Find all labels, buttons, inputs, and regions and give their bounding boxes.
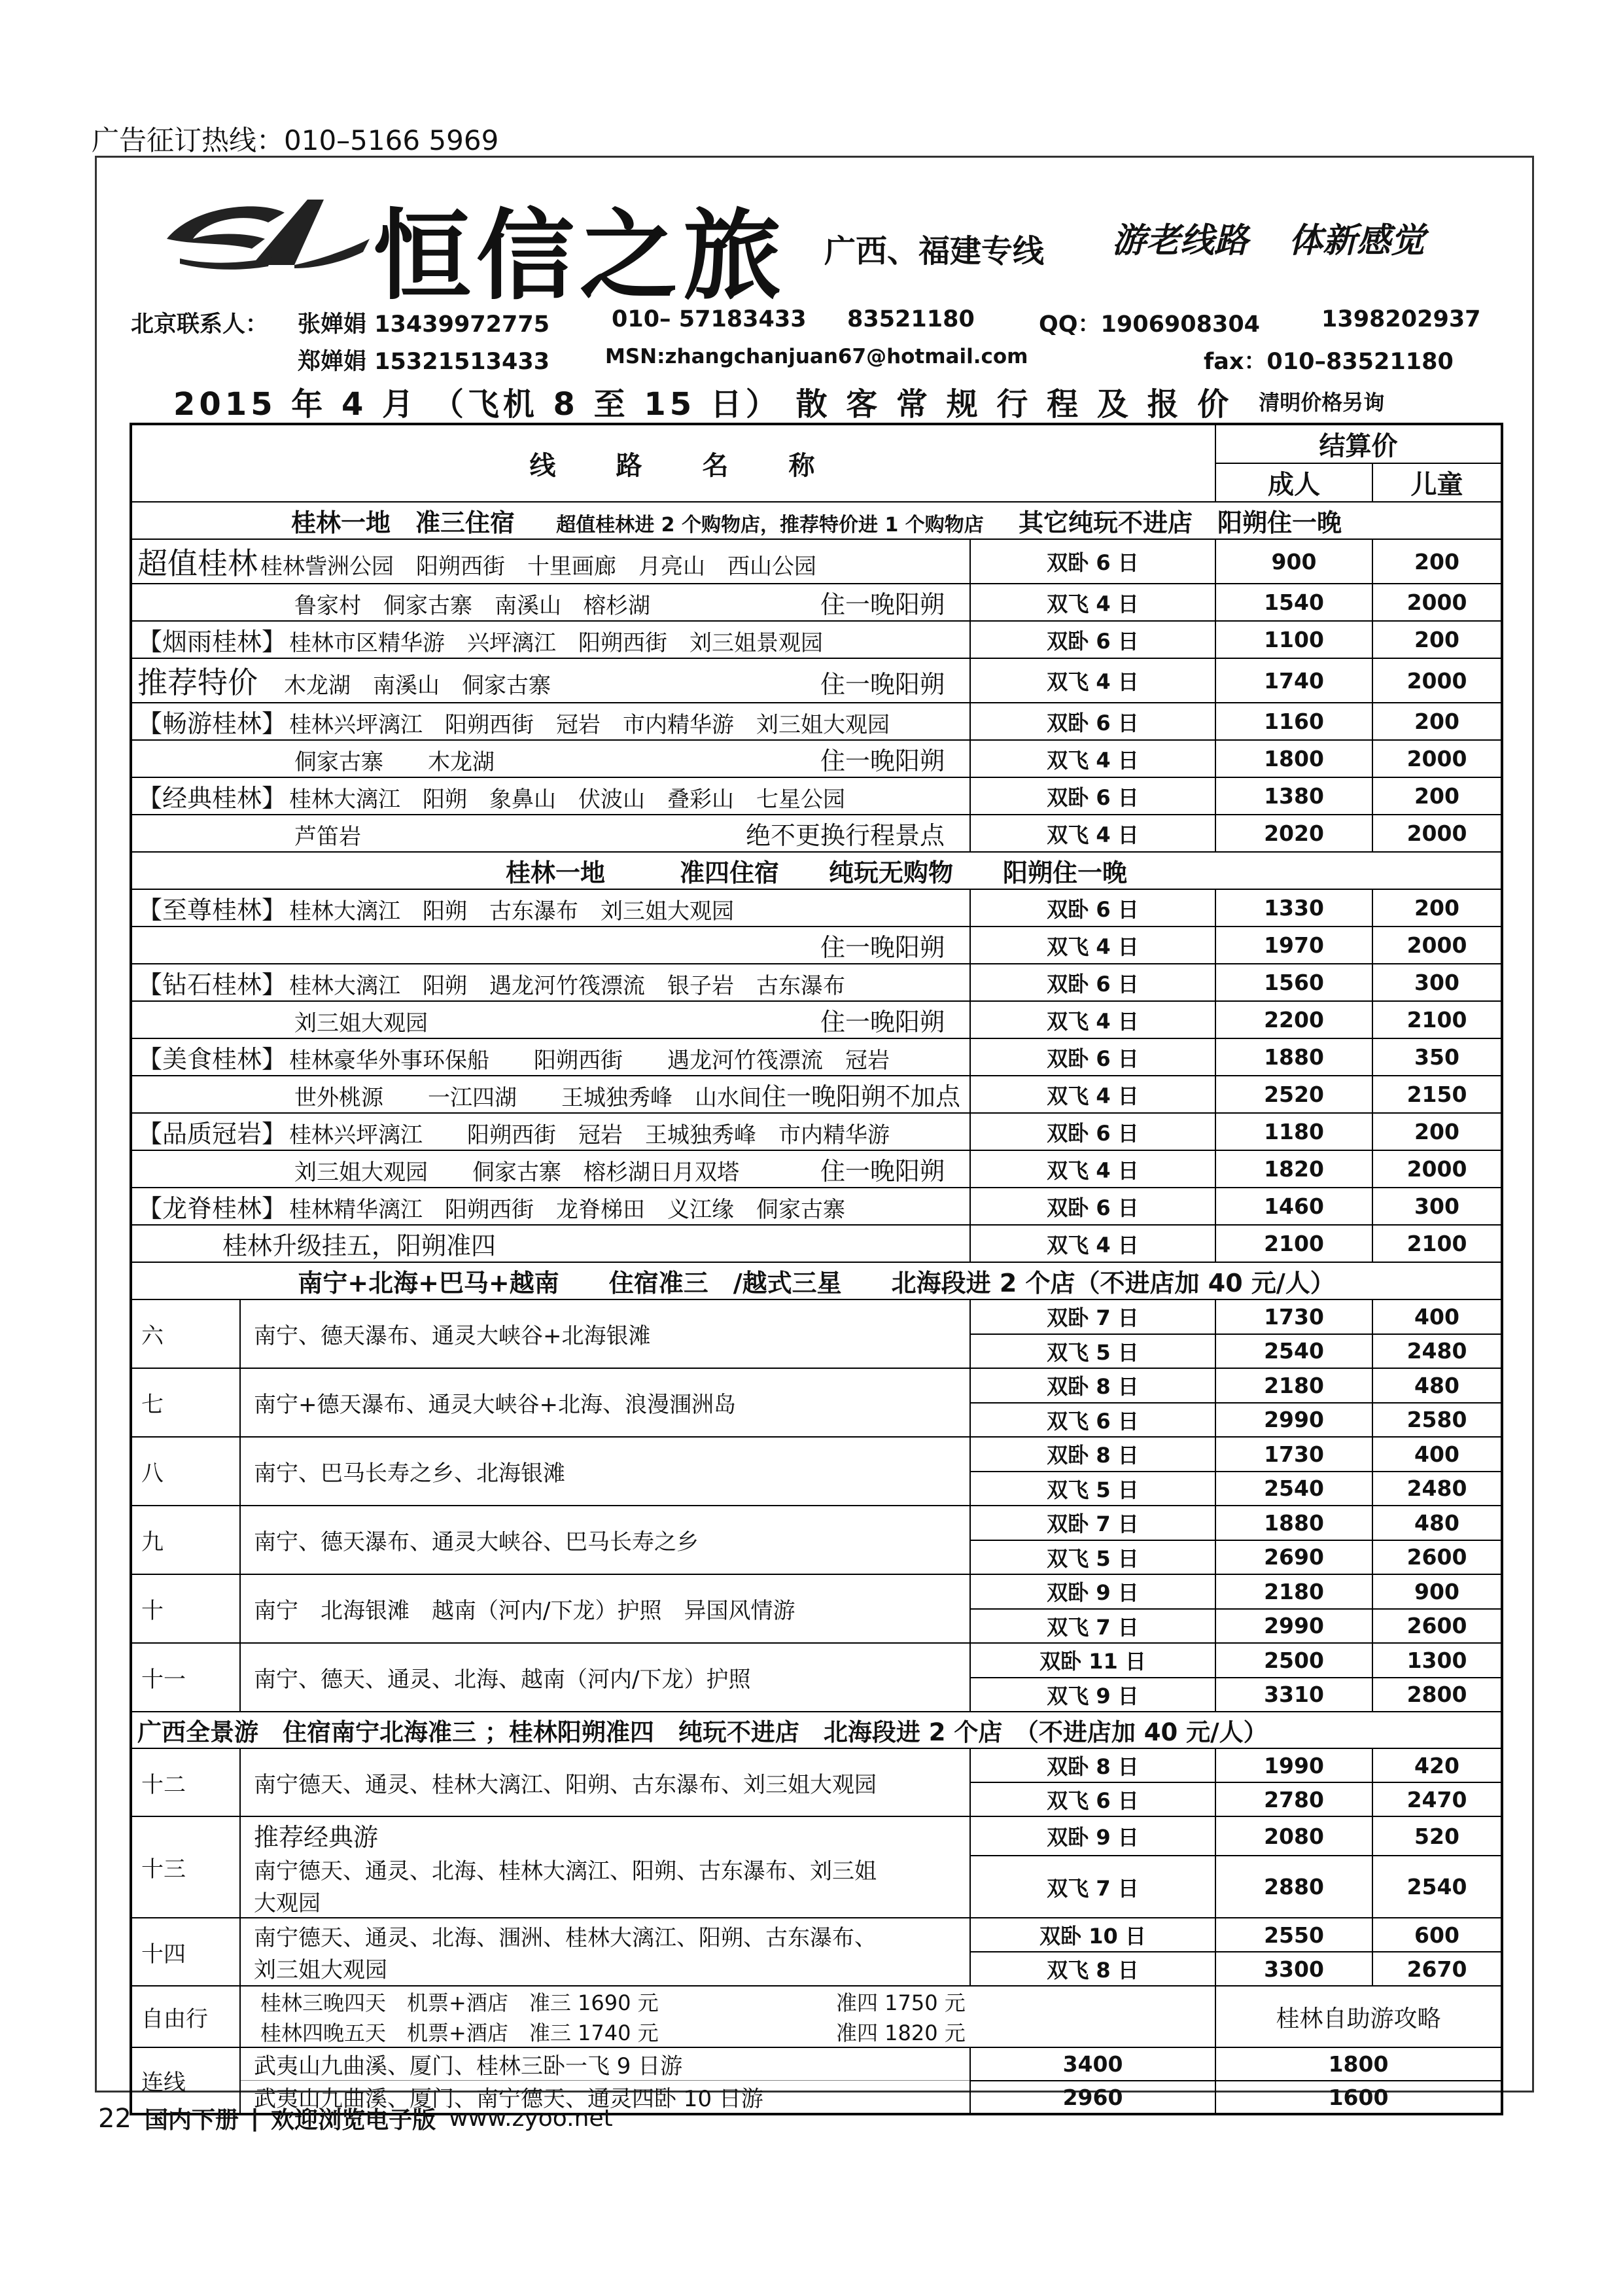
header-route: 线 路 名 称: [131, 424, 1215, 502]
adult-price: 2990: [1215, 1609, 1372, 1644]
trip-type: 双卧 6 日: [970, 889, 1215, 927]
adult-price: 2550: [1215, 1918, 1372, 1952]
route-row-wrap: [132, 1438, 969, 1505]
adult-price: 2100: [1215, 1225, 1372, 1262]
child-price: 400: [1372, 1437, 1502, 1472]
route-desc-box: [241, 1817, 969, 1917]
route-note: 住一晚阳朔: [820, 590, 945, 619]
child-price: 350: [1372, 1038, 1502, 1076]
route-cell-2: [131, 1076, 970, 1113]
route-line: [137, 815, 964, 851]
route-cell-2: [131, 1001, 970, 1038]
free-travel-lines: [241, 1987, 1215, 2047]
route-line: [137, 1076, 964, 1112]
route-cell-2: [131, 740, 970, 777]
child-price: 1300: [1372, 1643, 1502, 1678]
trip-type: 双飞 5 日: [970, 1472, 1215, 1506]
adult-price: 1330: [1215, 889, 1372, 927]
route-number: 十四: [132, 1918, 241, 1985]
route-line: [137, 1188, 964, 1224]
section-guilin-4star: 桂林一地 准四住宿 纯玩无购物 阳朔住一晚: [131, 852, 1502, 889]
route-number: 十: [132, 1575, 241, 1642]
adult-price: 3310: [1215, 1678, 1372, 1712]
connection-adult-price: 3400: [970, 2047, 1215, 2081]
route-note: 住一晚阳朔: [820, 1157, 945, 1186]
route-line: [137, 584, 964, 620]
route-line: [137, 741, 964, 777]
route-desc: 南宁、德天瀑布、通灵大峡谷+北海银滩: [254, 1323, 651, 1349]
route-sights-1: 桂林大漓江 阳朔 象鼻山 伏波山 叠彩山 七星公园: [289, 786, 846, 813]
free-travel-wrap: [132, 1987, 1215, 2047]
route-number-desc: [131, 1748, 970, 1816]
child-price: 300: [1372, 964, 1502, 1001]
route-row-wrap: [132, 1300, 969, 1368]
route-name: 【美食桂林】: [137, 1045, 287, 1074]
trip-type: 双飞 5 日: [970, 1540, 1215, 1575]
route-number-desc: [131, 1437, 970, 1506]
child-price: 200: [1372, 1113, 1502, 1150]
route-desc-1: 南宁德天、通灵、北海、桂林大漓江、阳朔、古东瀑布、刘三姐: [254, 1858, 877, 1884]
header-settle-price: 结算价: [1215, 424, 1502, 463]
route-row-wrap: [132, 1817, 969, 1917]
trip-type: 双卧 10 日: [970, 1918, 1215, 1952]
child-price: 480: [1372, 1368, 1502, 1403]
route-line: [137, 622, 964, 658]
trip-type: 双卧 7 日: [970, 1299, 1215, 1334]
route-sights-1: 桂林大漓江 阳朔 古东瀑布 刘三姐大观园: [289, 898, 735, 925]
route-sights-1: 桂林精华漓江 阳朔西街 龙脊梯田 义江缘 侗家古寨: [289, 1197, 846, 1223]
trip-type: 双飞 8 日: [970, 1952, 1215, 1986]
route-name: 【畅游桂林】: [137, 709, 287, 738]
adult-price: 2540: [1215, 1334, 1372, 1369]
route-number-desc: [131, 1506, 970, 1574]
page-title: 2015 年 4 月 （飞机 8 至 15 日） 散 客 常 规 行 程 及 报 价: [173, 385, 1233, 423]
route-note: 住一晚阳朔不加点: [761, 1082, 961, 1111]
child-price: 2600: [1372, 1540, 1502, 1575]
route-number: 十二: [132, 1749, 241, 1816]
adult-price: 1800: [1215, 740, 1372, 777]
section-nanning: 南宁+北海+巴马+越南 住宿准三 /越式三星 北海段进 2 个店（不进店加 40 元/人）: [131, 1262, 1502, 1299]
child-price: 200: [1372, 777, 1502, 815]
trip-type: 双卧 6 日: [970, 539, 1215, 584]
slogan-2: 体新感觉: [1289, 221, 1425, 260]
route-note: 住一晚阳朔: [820, 933, 945, 962]
route-sights-1: 桂林訾洲公园 阳朔西街 十里画廊 月亮山 西山公园: [260, 554, 816, 580]
adult-price: 2690: [1215, 1540, 1372, 1575]
trip-type: 双飞 5 日: [970, 1334, 1215, 1369]
trip-type: 双卧 6 日: [970, 777, 1215, 815]
free-travel-package: 桂林四晚五天 机票+酒店 准三 1740 元: [260, 2021, 659, 2045]
route-name: 【龙脊桂林】: [137, 1194, 287, 1223]
trip-type: 双飞 6 日: [970, 1403, 1215, 1438]
route-cell-2: [131, 658, 970, 703]
child-price: 2670: [1372, 1952, 1502, 1986]
contact-tel-1: 010– 57183433: [612, 306, 807, 332]
route-number-desc: [131, 1299, 970, 1368]
route-desc: 南宁、德天瀑布、通灵大峡谷、巴马长寿之乡: [254, 1529, 699, 1555]
title-note: 清明价格另询: [1259, 390, 1385, 415]
ad-hotline: 广告征订热线：010–5166 5969: [92, 124, 499, 156]
trip-type: 双卧 6 日: [970, 703, 1215, 740]
route-sights-2: 侗家古寨 木龙湖: [294, 749, 495, 775]
contact-fax: fax：010–83521180: [1204, 349, 1454, 375]
child-price: 2600: [1372, 1609, 1502, 1644]
adult-price: 2500: [1215, 1643, 1372, 1678]
route-cell-1: [131, 777, 970, 815]
adult-price: 2880: [1215, 1856, 1372, 1918]
footer-separator: |: [250, 2105, 260, 2132]
route-line: [137, 1002, 964, 1038]
child-price: 300: [1372, 1188, 1502, 1225]
free-travel-4star: 准四 1820 元: [836, 2021, 966, 2045]
brand-name: 恒信之旅: [373, 200, 787, 313]
contact-tel-2: 83521180: [847, 306, 975, 332]
free-travel-label: 自由行: [132, 1987, 241, 2047]
trip-type: 双飞 7 日: [970, 1609, 1215, 1644]
adult-price: 1460: [1215, 1188, 1372, 1225]
route-line: [137, 1114, 964, 1150]
contact-label: 北京联系人：: [131, 311, 269, 338]
route-desc: 南宁+德天瀑布、通灵大峡谷+北海、浪漫涠洲岛: [254, 1392, 736, 1418]
route-name: 【经典桂林】: [137, 784, 287, 813]
adult-price: 1970: [1215, 927, 1372, 964]
child-price: 420: [1372, 1748, 1502, 1782]
route-line: [137, 540, 964, 583]
route-name: 【至尊桂林】: [137, 896, 287, 925]
route-sights-1: 桂林兴坪漓江 阳朔西街 冠岩 王城独秀峰 市内精华游: [289, 1122, 890, 1148]
route-name: 【品质冠岩】: [137, 1120, 287, 1148]
route-number-desc: [131, 1918, 970, 1986]
route-sights-2: 世外桃源 一江四湖 王城独秀峰 山水间: [294, 1085, 761, 1111]
contact-msn: MSN:zhangchanjuan67@hotmail.com: [605, 345, 1028, 368]
route-desc-box: [241, 1506, 969, 1574]
trip-type: 双卧 6 日: [970, 1038, 1215, 1076]
route-cell-1: [131, 703, 970, 740]
trip-type: 双飞 4 日: [970, 584, 1215, 621]
route-sights-2: 鲁家村 侗家古寨 南溪山 榕杉湖: [294, 593, 650, 619]
route-desc: 南宁、德天、通灵、北海、越南（河内/下龙）护照: [254, 1667, 751, 1693]
child-price: 2100: [1372, 1001, 1502, 1038]
trip-type: 双卧 8 日: [970, 1437, 1215, 1472]
route-number: 八: [132, 1438, 241, 1505]
route-line: [137, 703, 964, 739]
trip-type: 双卧 8 日: [970, 1368, 1215, 1403]
adult-price: 2180: [1215, 1574, 1372, 1609]
contact-person-2: 郑婵娟 15321513433: [298, 349, 550, 375]
route-desc-box: [241, 1918, 969, 1985]
route-cell-1: [131, 1188, 970, 1225]
section-guilin-3star-c: 其它纯玩不进店 阳朔住一晚: [1019, 508, 1342, 537]
child-price: 900: [1372, 1574, 1502, 1609]
route-row-wrap: [132, 1575, 969, 1642]
route-note: 住一晚阳朔: [820, 1008, 945, 1036]
route-cell-2: [131, 1225, 970, 1262]
child-price: 200: [1372, 621, 1502, 658]
adult-price: 2080: [1215, 1816, 1372, 1856]
adult-price: 1880: [1215, 1038, 1372, 1076]
free-travel-guide-link[interactable]: 桂林自助游攻略: [1215, 1986, 1502, 2047]
brand-logo-icon: [154, 186, 376, 285]
header-adult: 成人: [1215, 463, 1372, 502]
trip-type: 双飞 4 日: [970, 927, 1215, 964]
price-table: [130, 423, 1503, 2115]
adult-price: 1380: [1215, 777, 1372, 815]
route-number-desc: [131, 1574, 970, 1643]
route-line: [137, 1151, 964, 1187]
trip-type: 双飞 4 日: [970, 1225, 1215, 1262]
route-note: 住一晚阳朔: [820, 670, 945, 699]
child-price: 2000: [1372, 815, 1502, 852]
page-footer: [98, 2102, 613, 2135]
adult-price: 1730: [1215, 1437, 1372, 1472]
route-row-wrap: [132, 1749, 969, 1816]
section-guilin-3star: [131, 502, 1502, 539]
adult-price: 1820: [1215, 1150, 1372, 1188]
child-price: 2470: [1372, 1782, 1502, 1816]
connection-desc: 武夷山九曲溪、厦门、南宁德天、通灵四卧 10 日游: [241, 2081, 970, 2113]
adult-price: 3300: [1215, 1952, 1372, 1986]
adult-price: 1540: [1215, 584, 1372, 621]
route-desc-box: [241, 1749, 969, 1816]
route-desc-box: [241, 1438, 969, 1505]
child-price: 2000: [1372, 658, 1502, 703]
free-travel-4star: 准四 1750 元: [836, 1990, 966, 2015]
route-cell-2: [131, 1150, 970, 1188]
route-sights-2: 刘三姐大观园: [294, 1010, 428, 1036]
route-number: 九: [132, 1506, 241, 1574]
adult-price: 1730: [1215, 1299, 1372, 1334]
route-sights-1: 桂林大漓江 阳朔 遇龙河竹筏漂流 银子岩 古东瀑布: [289, 973, 846, 999]
slogan-1: 游老线路: [1112, 221, 1249, 260]
page-number: 22: [98, 2103, 131, 2134]
section-guilin-3star-b: 超值桂林进 2 个购物店，推荐特价进 1 个购物店: [556, 514, 984, 537]
contact-qq: QQ：1906908304: [1039, 311, 1261, 338]
route-cell-2: [131, 927, 970, 964]
title-bar: [128, 381, 1501, 421]
adult-price: 2180: [1215, 1368, 1372, 1403]
adult-price: 2020: [1215, 815, 1372, 852]
route-desc-box: [241, 1369, 969, 1436]
route-line: [137, 964, 964, 1000]
route-number: 六: [132, 1300, 241, 1368]
route-line: [137, 927, 964, 963]
route-number: 十三: [132, 1817, 241, 1917]
connection-desc: 武夷山九曲溪、厦门、桂林三卧一飞 9 日游: [241, 2048, 970, 2081]
free-travel-package: 桂林三晚四天 机票+酒店 准三 1690 元: [260, 1990, 659, 2015]
adult-price: 2780: [1215, 1782, 1372, 1816]
adult-price: 2520: [1215, 1076, 1372, 1113]
child-price: 2580: [1372, 1403, 1502, 1438]
route-cell-1: [131, 1038, 970, 1076]
adult-price: 1990: [1215, 1748, 1372, 1782]
adult-price: 1180: [1215, 1113, 1372, 1150]
route-name: 【钻石桂林】: [137, 970, 287, 999]
trip-type: 双卧 6 日: [970, 964, 1215, 1001]
child-price: 2000: [1372, 1150, 1502, 1188]
route-row-wrap: [132, 1506, 969, 1574]
route-row-wrap: [132, 1918, 969, 1985]
route-note: 住一晚阳朔: [820, 747, 945, 775]
route-row-wrap: [132, 1369, 969, 1436]
free-travel-line-2: [260, 2017, 1215, 2047]
adult-price: 1740: [1215, 658, 1372, 703]
child-price: 2000: [1372, 927, 1502, 964]
trip-type: 双飞 9 日: [970, 1678, 1215, 1712]
adult-price: 1160: [1215, 703, 1372, 740]
route-cell-1: [131, 621, 970, 658]
route-tag: 推荐经典游: [254, 1823, 379, 1852]
connection-adult-price: 2960: [970, 2081, 1215, 2114]
route-number-desc: [131, 1368, 970, 1437]
child-price: 2480: [1372, 1472, 1502, 1506]
adult-price: 1880: [1215, 1506, 1372, 1540]
footer-welcome: 欢迎浏览电子版: [271, 2107, 436, 2134]
route-sights-2: 桂林升级挂五，阳朔准四: [222, 1231, 497, 1260]
route-desc: 南宁 北海银滩 越南（河内/下龙）护照 异国风情游: [254, 1598, 795, 1624]
contact-qq-2: 1398202937: [1321, 306, 1481, 332]
trip-type: 双卧 9 日: [970, 1816, 1215, 1856]
route-sights-1: 桂林兴坪漓江 阳朔西街 冠岩 市内精华游 刘三姐大观园: [289, 712, 890, 738]
child-price: 200: [1372, 889, 1502, 927]
trip-type: 双卧 8 日: [970, 1748, 1215, 1782]
trip-type: 双飞 4 日: [970, 1150, 1215, 1188]
route-line: [137, 778, 964, 814]
trip-type: 双卧 6 日: [970, 1188, 1215, 1225]
route-number-desc: [131, 1643, 970, 1712]
route-sights-2: 木龙湖 南溪山 侗家古寨: [284, 673, 551, 699]
route-cell-2: [131, 815, 970, 852]
route-sights-2: 刘三姐大观园 侗家古寨 榕杉湖日月双塔: [294, 1159, 739, 1186]
route-desc-1: 南宁德天、通灵、北海、涠洲、桂林大漓江、阳朔、古东瀑布、: [254, 1925, 877, 1951]
child-price: 2540: [1372, 1856, 1502, 1918]
child-price: 2000: [1372, 584, 1502, 621]
route-number-desc: [131, 1816, 970, 1918]
adult-price: 1100: [1215, 621, 1372, 658]
route-number: 十一: [132, 1644, 241, 1711]
child-price: 2480: [1372, 1334, 1502, 1369]
footer-section: 国内下册: [144, 2107, 239, 2134]
child-price: 520: [1372, 1816, 1502, 1856]
route-sights-1: 桂林市区精华游 兴坪漓江 阳朔西街 刘三姐景观园: [289, 630, 824, 656]
route-desc: 南宁、巴马长寿之乡、北海银滩: [254, 1460, 565, 1487]
trip-type: 双卧 9 日: [970, 1574, 1215, 1609]
child-price: 2100: [1372, 1225, 1502, 1262]
trip-type: 双飞 6 日: [970, 1782, 1215, 1816]
special-line: 广西、福建专线: [824, 233, 1045, 270]
adult-price: 900: [1215, 539, 1372, 584]
route-desc-box: [241, 1575, 969, 1642]
route-desc-2: 刘三姐大观园: [254, 1957, 387, 1983]
route-desc-2: 大观园: [254, 1890, 321, 1916]
trip-type: 双飞 7 日: [970, 1856, 1215, 1918]
section-panorama: 广西全景游 住宿南宁北海准三 ；桂林阳朔准四 纯玩不进店 北海段进 2 个店 （不进店加 40 元/人）: [131, 1712, 1502, 1748]
route-name: 【烟雨桂林】: [137, 627, 287, 656]
route-cell-1: [131, 889, 970, 927]
route-name: 超值桂林: [137, 546, 258, 581]
route-desc-box: [241, 1300, 969, 1368]
route-tag: 推荐特价: [137, 665, 258, 700]
route-cell-1: [131, 964, 970, 1001]
route-note: 绝不更换行程景点: [745, 821, 945, 850]
child-price: 480: [1372, 1506, 1502, 1540]
route-cell-1: [131, 539, 970, 584]
route-sights-1: 桂林豪华外事环保船 阳朔西街 遇龙河竹筏漂流 冠岩: [289, 1048, 890, 1074]
child-price: 600: [1372, 1918, 1502, 1952]
route-cell-2: [131, 584, 970, 621]
route-desc-box: [241, 1644, 969, 1711]
route-line: [137, 890, 964, 926]
section-guilin-3star-a: 桂林一地 准三住宿: [290, 508, 515, 537]
trip-type: 双飞 4 日: [970, 1076, 1215, 1113]
connection-label: 连线: [132, 2048, 241, 2113]
child-price: 2800: [1372, 1678, 1502, 1712]
child-price: 2150: [1372, 1076, 1502, 1113]
connection-child-price: 1600: [1215, 2081, 1502, 2114]
route-row-wrap: [132, 1644, 969, 1711]
child-price: 400: [1372, 1299, 1502, 1334]
route-line: [137, 659, 964, 702]
route-line: [137, 1226, 964, 1262]
connection-child-price: 1800: [1215, 2047, 1502, 2081]
route-number: 七: [132, 1369, 241, 1436]
trip-type: 双飞 4 日: [970, 815, 1215, 852]
contact-person-1: 张婵娟 13439972775: [298, 311, 550, 338]
child-price: 200: [1372, 703, 1502, 740]
free-travel-line-1: [260, 1987, 1215, 2017]
adult-price: 2200: [1215, 1001, 1372, 1038]
trip-type: 双飞 4 日: [970, 658, 1215, 703]
free-travel-cell: [131, 1986, 1215, 2047]
trip-type: 双卧 6 日: [970, 621, 1215, 658]
trip-type: 双飞 4 日: [970, 1001, 1215, 1038]
route-sights-2: 芦笛岩: [294, 824, 361, 850]
footer-website-link[interactable]: www.zyoo.net: [449, 2105, 613, 2132]
child-price: 2000: [1372, 740, 1502, 777]
trip-type: 双飞 4 日: [970, 740, 1215, 777]
adult-price: 1560: [1215, 964, 1372, 1001]
child-price: 200: [1372, 539, 1502, 584]
route-cell-1: [131, 1113, 970, 1150]
trip-type: 双卧 6 日: [970, 1113, 1215, 1150]
route-desc: 南宁德天、通灵、桂林大漓江、阳朔、古东瀑布、刘三姐大观园: [254, 1771, 877, 1798]
trip-type: 双卧 11 日: [970, 1643, 1215, 1678]
trip-type: 双卧 7 日: [970, 1506, 1215, 1540]
adult-price: 2990: [1215, 1403, 1372, 1438]
route-line: [137, 1039, 964, 1075]
adult-price: 2540: [1215, 1472, 1372, 1506]
header-child: 儿童: [1372, 463, 1502, 502]
